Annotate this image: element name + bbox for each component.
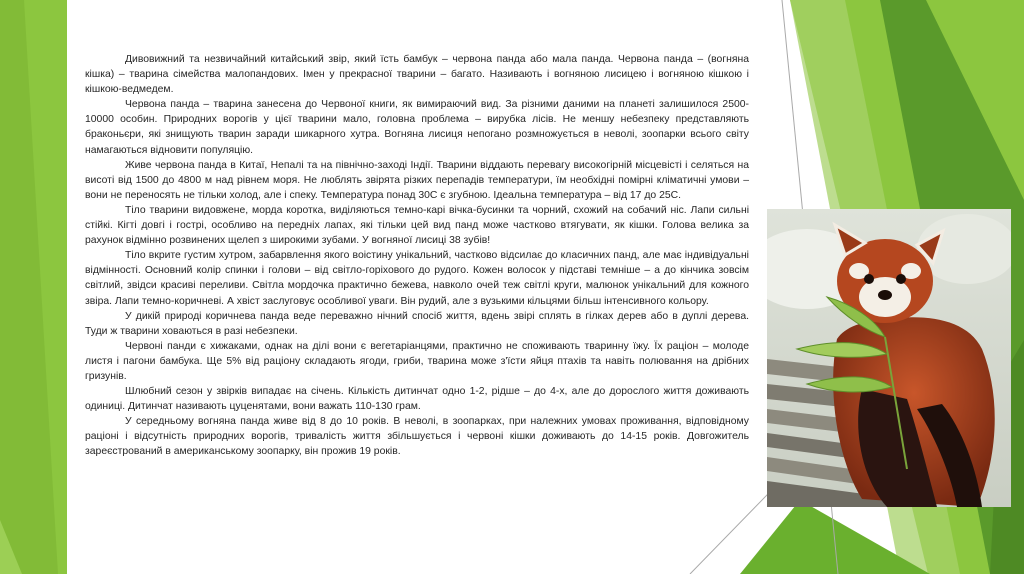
paragraph-1: Дивовижний та незвичайний китайський звір, який їсть бамбук – червона панда або мала панда. Червона панда – (вогняна кішка) – тварина сімейства малопандових. Імен у прекрасної тварини – багато. Називають і вогняною лисицею і вогняною кішкою і кішкою-ведмедем.: [85, 54, 749, 96]
paragraph-7: Червоні панди є хижаками, однак на ділі вони є вегетаріанцями, практично не споживають тваринну їжу. Їх раціон – молоде листя і пагони бамбука. Ще 5% від раціону складають ягоди, гриби, тварина може з'їсти яйця птахів та навіть полювання на дрібних гризунів.: [85, 340, 749, 382]
paragraph-5: Тіло вкрите густим хутром, забарвлення якого воістину унікальний, частково відсилає до класичних панд, але має індивідуальні відмінності. Основний колір спинки і голови – від світло-горіхового до рудого. Кожен волосок у підставі темніше – а до кінчика зовсім світлий, звідси красиві переливи. Світла мордочка практично бежева, навколо очей теж світлі круги, малюнок унікальний для кожного звіра. Лапи темно-коричневі. А хвіст заслуговує особливої уваги. Він рудий, але з вузькими кільцями більш інтенсивного кольору.: [85, 250, 749, 307]
panda-nose: [878, 290, 892, 300]
paragraph-8: Шлюбний сезон у звірків випадає на січень. Кількість дитинчат одно 1-2, рідше – до 4-х, але до дорослого життя доживають одиниці. Дитинчат називають цуценятами, вони важать 110-130 грам.: [85, 386, 749, 413]
paragraph-3: Живе червона панда в Китаї, Непалі та на північно-заході Індії. Тварини віддають перевагу високогірній місцевісті і селяться на висоті від 1500 до 4800 м над рівнем моря. Не люблять звірята різких перепадів температури, їм необхідні помірні кліматичні умови – вони не переносять не тільки холод, але і спеку. Температура понад 30С є згубною. Ідеальна температура – від 17 до 25С.: [85, 159, 749, 201]
paragraph-6: У дикій природі коричнева панда веде переважно нічний спосіб життя, вдень звірі сплять в гілках дерев або в дуплі дерева. Туди ж тварини ховаються в разі небезпеки.: [85, 310, 749, 337]
paragraph-9: У середньому вогняна панда живе від 8 до 10 років. В неволі, в зоопарках, при належних умовах проживання, відповідному раціоні і відсутність природних ворогів, тривалість життя збільшується і червоні кішки доживають до 14-15 років. Довгожитель зареєстрований в американському зоопарку, він прожив 19 років.: [85, 416, 749, 458]
panda-eye-right: [896, 274, 906, 284]
red-panda-photo: [767, 209, 1011, 507]
panda-eye-left: [864, 274, 874, 284]
red-panda-illustration: [767, 209, 1011, 507]
paragraph-4: Тіло тварини видовжене, морда коротка, виділяються темно-карі вічка-бусинки та чорний, схожий на собачий ніс. Лапи сильні стійкі. Кігті довгі і гострі, особливо на передніх лапах, які тільки цей вид панд може частково втягувати, як кішки. Голова велика за рахунок відмінно розвинених щелеп з широкими зубами. У вогняної лисиці 38 зубів!: [85, 204, 749, 247]
paragraph-2: Червона панда – тварина занесена до Червоної книги, як вимираючий вид. За різними даними на планеті залишилося 2500-10000 особин. Природних ворогів у цієї тварини мало, головна проблема – вирубка лісів. Не меншу небезпеку представляють браконьєри, які знищують тварин заради шикарного хутра. Вогняна лисиця непогано розмножується в неволі, зоопарки всього світу намагаються відновити популяцію.: [85, 99, 749, 156]
article-text: [85, 52, 749, 460]
